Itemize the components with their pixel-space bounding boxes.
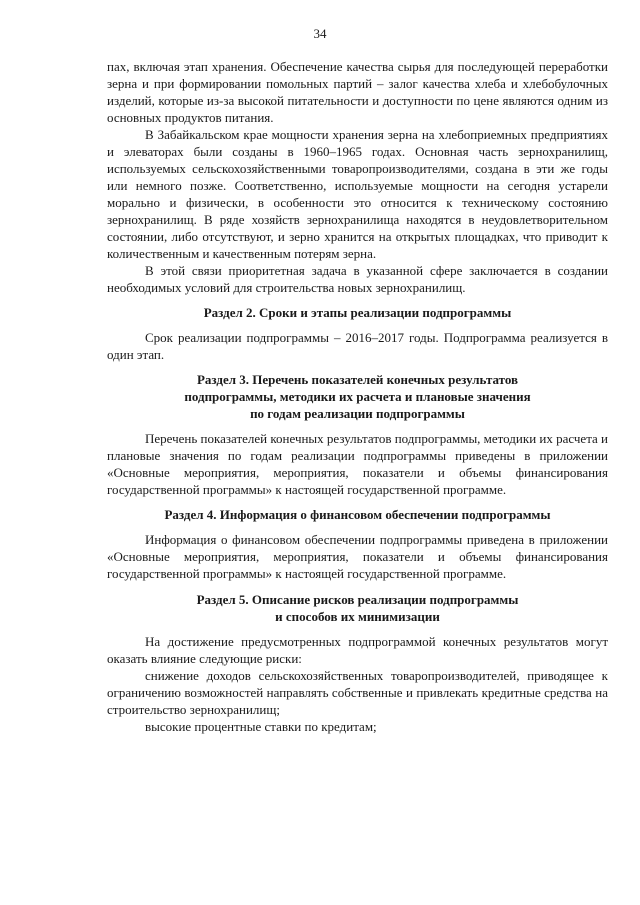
section-heading — [107, 371, 608, 422]
paragraph: В этой связи приоритетная задача в указанной сфере заключается в создании необходимых условий для строительства новых зернохранилищ. — [107, 263, 608, 295]
section-heading — [107, 506, 608, 523]
paragraph: снижение доходов сельскохозяйственных товаропроизводителей, приводящее к ограничению возможностей направлять собственные и привлекать кредитные средства на строительство зернохранилищ; — [107, 668, 608, 717]
heading-line: Раздел 3. Перечень показателей конечных результатов — [196, 372, 519, 387]
page-number: 34 — [313, 26, 327, 41]
document-body — [107, 58, 608, 735]
paragraph: Информация о финансовом обеспечении подпрограммы приведена в приложении «Основные мероприятия, мероприятия, показатели и объемы финансирования государственной программы» к настоящей государственной программе. — [107, 532, 608, 581]
paragraph: Срок реализации подпрограммы – 2016–2017 годы. Подпрограмма реализуется в один этап. — [107, 330, 608, 362]
paragraph: Перечень показателей конечных результатов подпрограммы, методики их расчета и плановые значения по годам реализации подпрограммы приведены в приложении «Основные мероприятия, мероприятия, показатели и объемы финансирования государственной программы» к настоящей государственной программе. — [107, 431, 609, 497]
paragraph: В Забайкальском крае мощности хранения зерна на хлебоприемных предприятиях и элеваторах были созданы в 1960–1965 годах. Основная часть зернохранилищ, используемых сельскохозяйственными товаропроизводителями, создана в эти же годы или немного позже. Соответственно, используемые мощности на сегодня устарели морально и физически, в особенности это относится к техническому состоянию зернохранилищ. В ряде хозяйств зернохранилища находятся в неудовлетворительном состоянии, либо отсутствуют, и зерно хранится на открытых площадках, что приводит к количественным и качественным потерям зерна. — [107, 127, 608, 261]
heading-line: Раздел 2. Сроки и этапы реализации подпрограммы — [203, 305, 512, 320]
paragraph: пах, включая этап хранения. Обеспечение качества сырья для последующей переработки зерна и при формировании помольных партий – залог качества хлеба и хлебобулочных изделий, которые из-за высокой питательности и доступности по цене являются одним из основных продуктов питания. — [107, 59, 608, 125]
heading-line: по годам реализации подпрограммы — [250, 406, 465, 421]
paragraph: высокие процентные ставки по кредитам; — [145, 719, 377, 734]
heading-line: подпрограммы, методики их расчета и плановые значения — [184, 389, 531, 404]
paragraph: На достижение предусмотренных подпрограммой конечных результатов могут оказать влияние следующие риски: — [107, 634, 608, 666]
heading-line: Раздел 5. Описание рисков реализации подпрограммы — [196, 592, 519, 607]
heading-line: и способов их минимизации — [275, 609, 440, 624]
section-heading — [107, 591, 608, 625]
section-heading — [107, 304, 608, 321]
heading-line: Раздел 4. Информация о финансовом обеспечении подпрограммы — [164, 507, 551, 522]
